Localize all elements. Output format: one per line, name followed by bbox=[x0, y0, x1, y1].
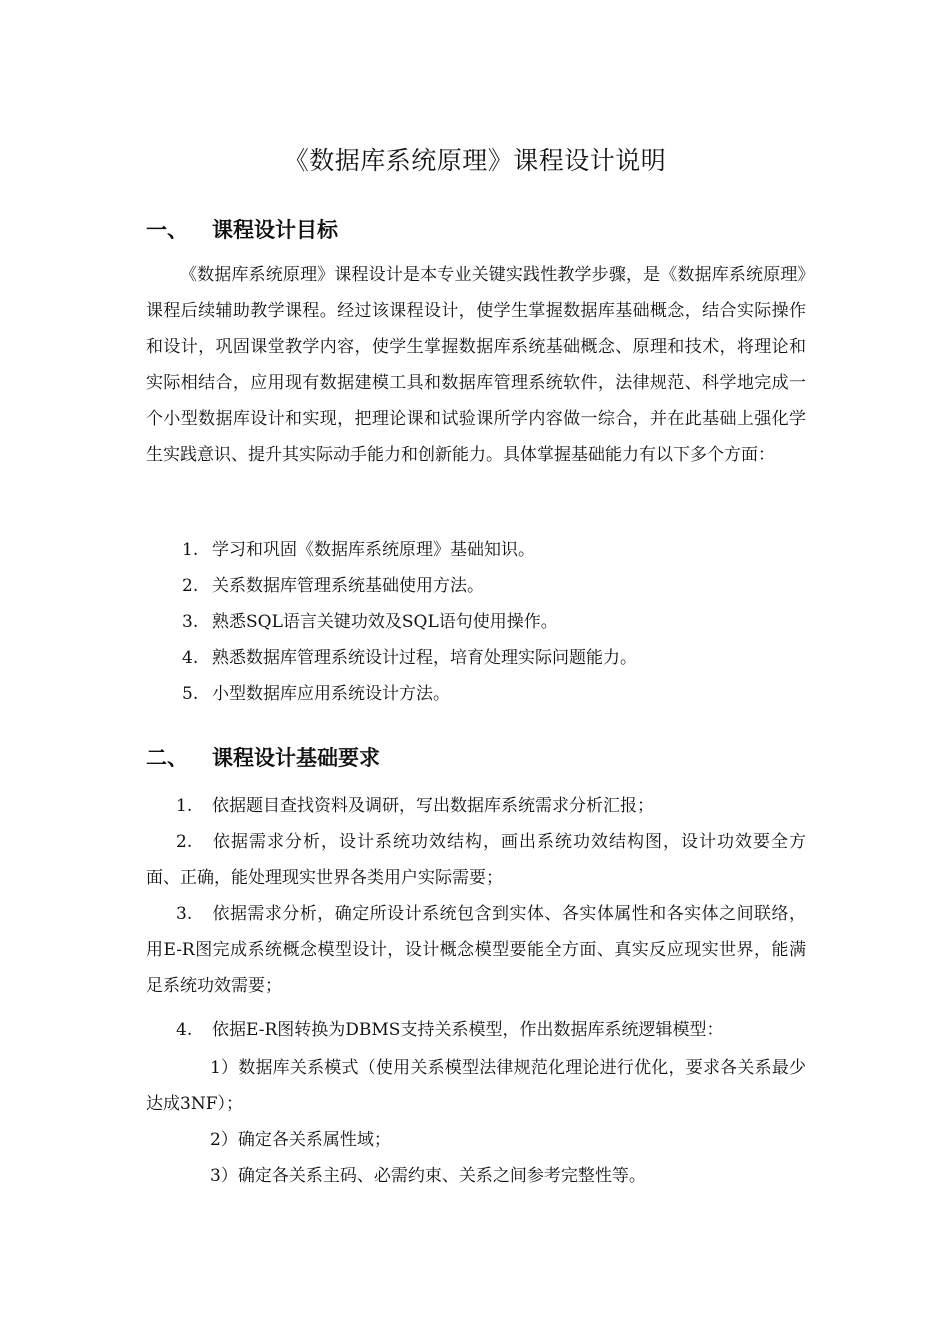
logical-model-subitem bbox=[146, 1050, 806, 1122]
requirement-text: 依据题目查找资料及调研，写出数据库系统需求分析汇报； bbox=[212, 796, 654, 816]
goal-item bbox=[182, 568, 484, 604]
logical-model-subitem bbox=[146, 1122, 806, 1158]
section-2-number: 二、 bbox=[146, 746, 188, 770]
section-1-heading bbox=[146, 214, 338, 244]
goal-item-text: 学习和巩固《数据库系统原理》基础知识。 bbox=[212, 540, 535, 560]
requirement-item bbox=[146, 1012, 806, 1048]
requirement-text: 依据E-R图转换为DBMS支持关系模型，作出数据库系统逻辑模型： bbox=[212, 1020, 724, 1040]
goal-item bbox=[182, 532, 535, 568]
subitem-text: 确定各关系主码、必需约束、关系之间参考完整性等。 bbox=[237, 1166, 646, 1186]
subitem-number: 1） bbox=[210, 1058, 239, 1078]
requirement-number: 2. bbox=[176, 832, 193, 852]
requirement-item bbox=[146, 788, 806, 824]
goal-item-text: 熟悉数据库管理系统设计过程，培育处理实际问题能力。 bbox=[212, 648, 637, 668]
goal-item-number: 2. bbox=[182, 576, 199, 596]
section-2-heading bbox=[146, 742, 380, 772]
section-2-title: 课程设计基础要求 bbox=[212, 746, 380, 770]
logical-model-subitem bbox=[146, 1158, 806, 1194]
goal-item bbox=[182, 640, 637, 676]
section-1-number: 一、 bbox=[146, 218, 188, 242]
goal-item-text: 熟悉SQL语言关键功效及SQL语句使用操作。 bbox=[212, 612, 558, 632]
goal-item-number: 1. bbox=[182, 540, 199, 560]
section-1-title: 课程设计目标 bbox=[212, 218, 338, 242]
requirement-text: 依据需求分析，确定所设计系统包含到实体、各实体属性和各实体之间联络，用E-R图完成系统概念模型设计，设计概念模型要能全方面、真实反应现实世界，能满足系统功效需要； bbox=[146, 904, 806, 996]
requirement-number: 4. bbox=[176, 1020, 193, 1040]
subitem-number: 2） bbox=[210, 1130, 238, 1150]
goal-item-text: 关系数据库管理系统基础使用方法。 bbox=[212, 576, 484, 596]
goal-item-number: 4. bbox=[182, 648, 199, 668]
subitem-number: 3） bbox=[210, 1166, 238, 1186]
requirement-number: 3. bbox=[176, 904, 193, 924]
requirement-item bbox=[146, 896, 806, 1004]
document-title: 《数据库系统原理》课程设计说明 bbox=[283, 146, 667, 175]
subitem-text: 确定各关系属性域； bbox=[237, 1130, 391, 1150]
requirement-number: 1. bbox=[176, 796, 193, 816]
requirement-text: 依据需求分析，设计系统功效结构，画出系统功效结构图，设计功效要全方面、正确，能处理现实世界各类用户实际需要； bbox=[146, 832, 806, 888]
goal-item-number: 3. bbox=[182, 612, 199, 632]
requirement-item bbox=[146, 824, 806, 896]
goal-item bbox=[182, 604, 558, 640]
section-1-paragraph: 《数据库系统原理》课程设计是本专业关键实践性教学步骤，是《数据库系统原理》课程后续辅助教学课程。经过该课程设计，使学生掌握数据库基础概念，结合实际操作和设计，巩固课堂教学内容，使学生掌握数据库系统基础概念、原理和技术，将理论和实际相结合，应用现有数据建模工具和数据库管理系统软件，法律规范、科学地完成一个小型数据库设计和实现，把理论课和试验课所学内容做一综合，并在此基础上强化学生实践意识、提升其实际动手能力和创新能力。具体掌握基础能力有以下多个方面： bbox=[146, 265, 806, 465]
goal-item-text: 小型数据库应用系统设计方法。 bbox=[212, 684, 450, 704]
subitem-text: 数据库关系模式（使用关系模型法律规范化理论进行优化，要求各关系最少达成3NF）； bbox=[146, 1058, 806, 1114]
goal-item bbox=[182, 676, 450, 712]
goal-item-number: 5. bbox=[182, 684, 199, 704]
